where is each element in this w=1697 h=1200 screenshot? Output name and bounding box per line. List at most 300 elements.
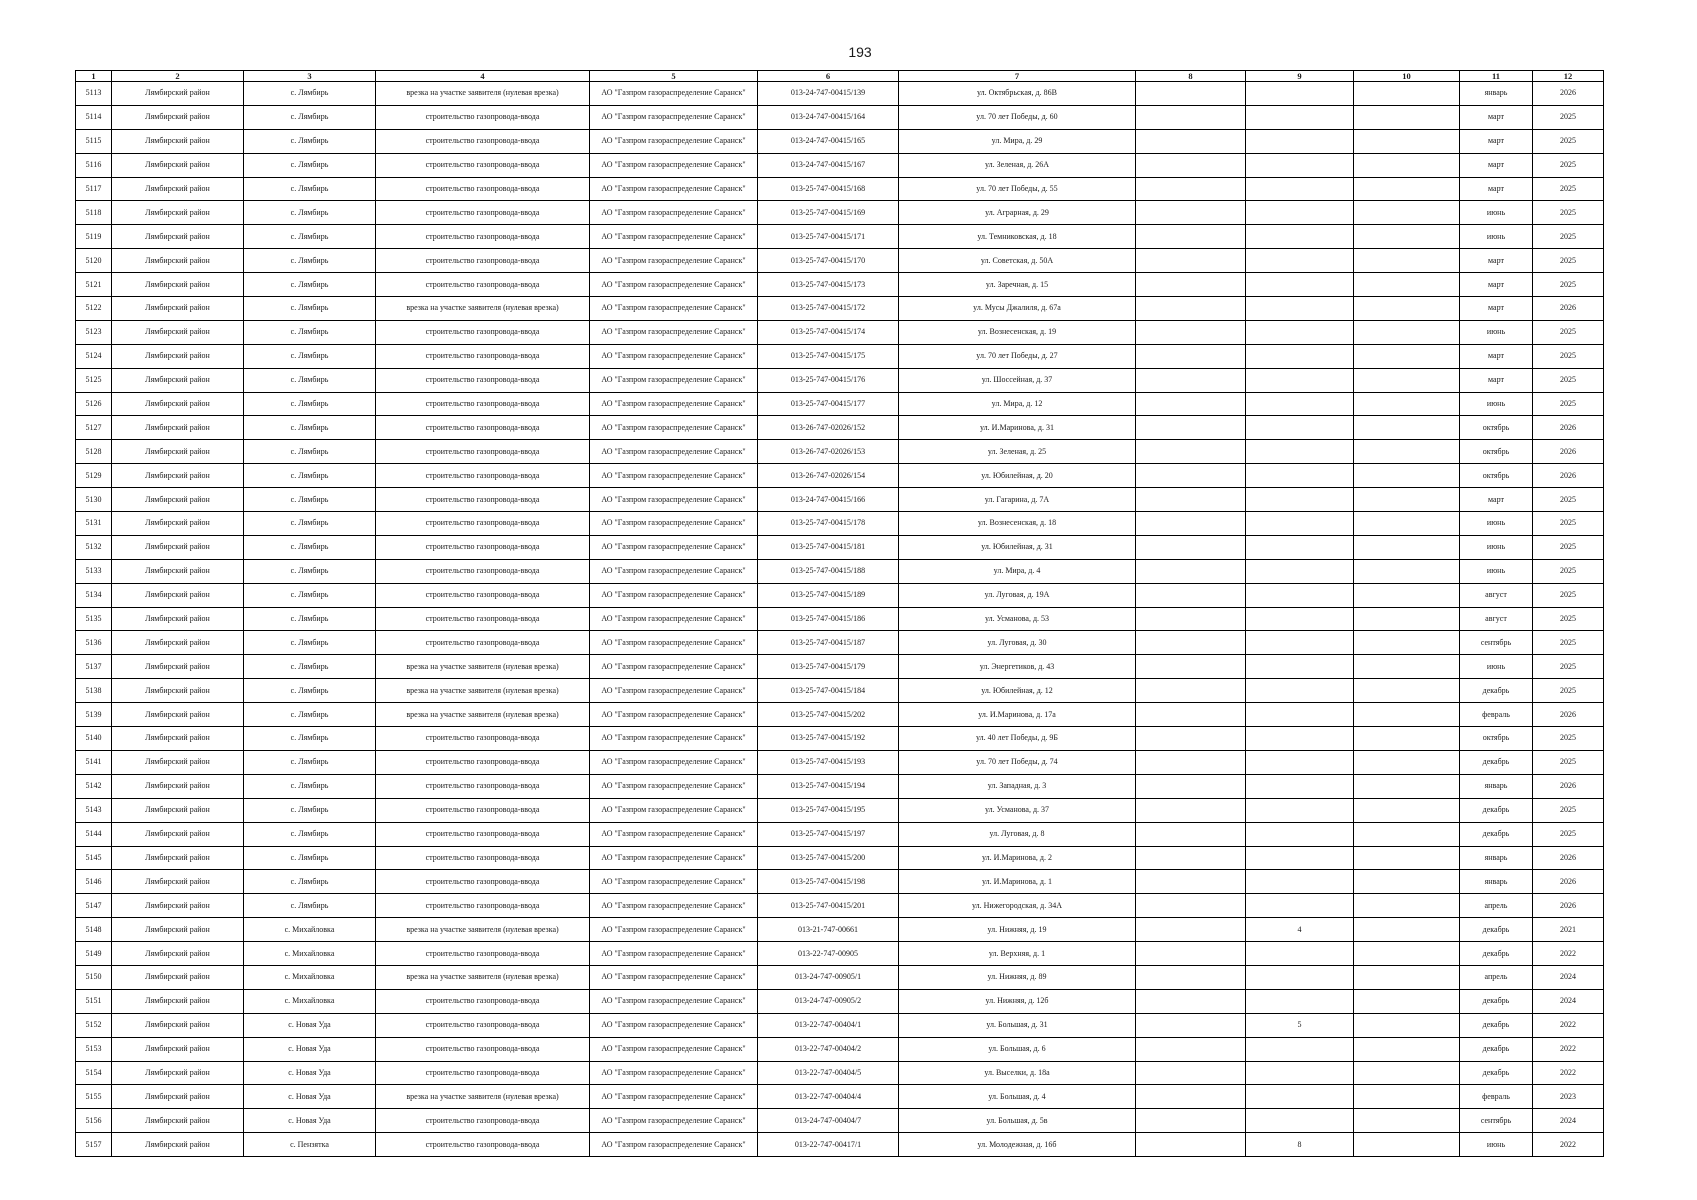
table-cell: Лямбирский район xyxy=(112,822,244,846)
column-header: 7 xyxy=(899,71,1136,82)
table-cell xyxy=(1246,320,1354,344)
table-cell: строительство газопровода-ввода xyxy=(376,750,590,774)
table-cell: июнь xyxy=(1460,655,1533,679)
table-cell: ул. Темниковская, д. 18 xyxy=(899,225,1136,249)
table-cell: АО "Газпром газораспределение Саранск" xyxy=(590,129,758,153)
table-cell xyxy=(1354,249,1460,273)
table-cell: март xyxy=(1460,273,1533,297)
table-cell xyxy=(1246,82,1354,106)
table-cell xyxy=(1354,989,1460,1013)
table-cell: АО "Газпром газораспределение Саранск" xyxy=(590,488,758,512)
table-cell: ул. Большая, д. 5в xyxy=(899,1109,1136,1133)
table-cell xyxy=(1136,201,1246,225)
table-cell: АО "Газпром газораспределение Саранск" xyxy=(590,82,758,106)
table-cell: Лямбирский район xyxy=(112,249,244,273)
table-cell xyxy=(1246,727,1354,751)
table-cell: Лямбирский район xyxy=(112,583,244,607)
table-row xyxy=(76,583,1604,607)
table-cell: 2026 xyxy=(1533,846,1604,870)
table-cell: март xyxy=(1460,249,1533,273)
table-cell: 5118 xyxy=(76,201,112,225)
table-cell: Лямбирский район xyxy=(112,488,244,512)
table-cell xyxy=(1136,727,1246,751)
table-row xyxy=(76,440,1604,464)
table-cell xyxy=(1246,416,1354,440)
table-cell: АО "Газпром газораспределение Саранск" xyxy=(590,273,758,297)
table-row xyxy=(76,894,1604,918)
table-cell: ул. Вознесенская, д. 19 xyxy=(899,320,1136,344)
table-cell: октябрь xyxy=(1460,464,1533,488)
table-cell: врезка на участке заявителя (нулевая врезка) xyxy=(376,1085,590,1109)
table-cell: июнь xyxy=(1460,225,1533,249)
table-cell xyxy=(1246,894,1354,918)
table-cell: 013-25-747-00415/197 xyxy=(758,822,899,846)
table-cell: АО "Газпром газораспределение Саранск" xyxy=(590,1085,758,1109)
table-row xyxy=(76,631,1604,655)
table-row xyxy=(76,249,1604,273)
table-cell xyxy=(1246,368,1354,392)
table-cell: ул. Заречная, д. 15 xyxy=(899,273,1136,297)
table-cell: сентябрь xyxy=(1460,631,1533,655)
table-cell: строительство газопровода-ввода xyxy=(376,535,590,559)
table-cell: март xyxy=(1460,297,1533,321)
table-cell: ул. Большая, д. 6 xyxy=(899,1037,1136,1061)
table-cell xyxy=(1246,488,1354,512)
table-row xyxy=(76,153,1604,177)
table-cell: декабрь xyxy=(1460,750,1533,774)
table-cell xyxy=(1136,225,1246,249)
table-cell: 2025 xyxy=(1533,344,1604,368)
table-cell: строительство газопровода-ввода xyxy=(376,392,590,416)
table-cell xyxy=(1246,822,1354,846)
table-cell xyxy=(1246,392,1354,416)
table-row xyxy=(76,512,1604,536)
table-cell xyxy=(1246,679,1354,703)
table-cell xyxy=(1354,153,1460,177)
table-cell: ул. И.Маринова, д. 1 xyxy=(899,870,1136,894)
table-cell: 013-24-747-00415/166 xyxy=(758,488,899,512)
table-cell: декабрь xyxy=(1460,679,1533,703)
table-cell: 013-25-747-00415/198 xyxy=(758,870,899,894)
table-cell xyxy=(1136,1037,1246,1061)
table-cell: 2024 xyxy=(1533,989,1604,1013)
table-cell xyxy=(1354,631,1460,655)
table-cell: с. Новая Уда xyxy=(244,1013,376,1037)
table-cell: 5157 xyxy=(76,1133,112,1157)
table-cell: Лямбирский район xyxy=(112,297,244,321)
table-cell xyxy=(1246,201,1354,225)
table-cell: с. Лямбирь xyxy=(244,249,376,273)
table-cell: 5115 xyxy=(76,129,112,153)
table-cell: 2025 xyxy=(1533,177,1604,201)
table-cell xyxy=(1354,297,1460,321)
table-cell xyxy=(1136,679,1246,703)
table-cell xyxy=(1246,297,1354,321)
table-cell: АО "Газпром газораспределение Саранск" xyxy=(590,535,758,559)
table-row xyxy=(76,416,1604,440)
table-cell xyxy=(1136,297,1246,321)
table-cell: с. Лямбирь xyxy=(244,368,376,392)
table-cell: 5125 xyxy=(76,368,112,392)
table-cell: с. Лямбирь xyxy=(244,727,376,751)
table-cell: 013-25-747-00415/192 xyxy=(758,727,899,751)
column-header: 3 xyxy=(244,71,376,82)
table-cell: с. Лямбирь xyxy=(244,535,376,559)
table-cell: с. Лямбирь xyxy=(244,703,376,727)
table-cell: с. Лямбирь xyxy=(244,846,376,870)
table-cell: АО "Газпром газораспределение Саранск" xyxy=(590,392,758,416)
table-cell xyxy=(1246,440,1354,464)
table-cell: 5151 xyxy=(76,989,112,1013)
table-cell: АО "Газпром газораспределение Саранск" xyxy=(590,201,758,225)
table-row xyxy=(76,177,1604,201)
table-cell xyxy=(1246,1037,1354,1061)
table-cell: с. Лямбирь xyxy=(244,679,376,703)
table-cell: 2025 xyxy=(1533,225,1604,249)
table-cell xyxy=(1136,82,1246,106)
table-cell: врезка на участке заявителя (нулевая врезка) xyxy=(376,918,590,942)
table-cell xyxy=(1354,344,1460,368)
table-cell: Лямбирский район xyxy=(112,535,244,559)
table-cell: 5128 xyxy=(76,440,112,464)
table-cell: АО "Газпром газораспределение Саранск" xyxy=(590,177,758,201)
header-row xyxy=(76,71,1604,82)
table-cell xyxy=(1246,703,1354,727)
table-cell: строительство газопровода-ввода xyxy=(376,488,590,512)
table-cell: АО "Газпром газораспределение Саранск" xyxy=(590,1109,758,1133)
table-cell: 2025 xyxy=(1533,679,1604,703)
table-cell: АО "Газпром газораспределение Саранск" xyxy=(590,344,758,368)
table-cell: Лямбирский район xyxy=(112,846,244,870)
table-cell: октябрь xyxy=(1460,727,1533,751)
table-cell: 5152 xyxy=(76,1013,112,1037)
table-cell xyxy=(1354,727,1460,751)
table-cell xyxy=(1354,105,1460,129)
table-cell: 013-25-747-00415/184 xyxy=(758,679,899,703)
column-header: 4 xyxy=(376,71,590,82)
table-cell: 5150 xyxy=(76,965,112,989)
table-cell: АО "Газпром газораспределение Саранск" xyxy=(590,607,758,631)
table-cell: строительство газопровода-ввода xyxy=(376,129,590,153)
table-cell: август xyxy=(1460,583,1533,607)
table-cell: 2026 xyxy=(1533,774,1604,798)
table-cell: 013-24-747-00415/165 xyxy=(758,129,899,153)
table-cell: 013-25-747-00415/188 xyxy=(758,559,899,583)
table-cell xyxy=(1136,846,1246,870)
table-cell: АО "Газпром газораспределение Саранск" xyxy=(590,225,758,249)
table-cell: июнь xyxy=(1460,1133,1533,1157)
table-row xyxy=(76,822,1604,846)
table-cell: ул. Нижняя, д. 12б xyxy=(899,989,1136,1013)
table-row xyxy=(76,1133,1604,1157)
table-cell: с. Лямбирь xyxy=(244,416,376,440)
table-cell: ул. Мира, д. 4 xyxy=(899,559,1136,583)
table-cell: 5133 xyxy=(76,559,112,583)
table-cell: Лямбирский район xyxy=(112,153,244,177)
table-cell: 013-25-747-00415/187 xyxy=(758,631,899,655)
table-cell xyxy=(1246,153,1354,177)
table-cell: строительство газопровода-ввода xyxy=(376,846,590,870)
table-cell: АО "Газпром газораспределение Саранск" xyxy=(590,655,758,679)
table-cell: 2025 xyxy=(1533,153,1604,177)
table-row xyxy=(76,105,1604,129)
table-row xyxy=(76,918,1604,942)
table-cell: с. Лямбирь xyxy=(244,201,376,225)
table-cell: с. Лямбирь xyxy=(244,894,376,918)
table-cell xyxy=(1136,129,1246,153)
table-cell: сентябрь xyxy=(1460,1109,1533,1133)
table-row xyxy=(76,535,1604,559)
table-cell: Лямбирский район xyxy=(112,416,244,440)
table-cell: АО "Газпром газораспределение Саранск" xyxy=(590,416,758,440)
table-cell xyxy=(1136,655,1246,679)
table-cell: с. Новая Уда xyxy=(244,1085,376,1109)
table-cell: строительство газопровода-ввода xyxy=(376,440,590,464)
table-cell: строительство газопровода-ввода xyxy=(376,583,590,607)
table-cell: 013-25-747-00415/175 xyxy=(758,344,899,368)
table-cell: февраль xyxy=(1460,703,1533,727)
table-cell: 5 xyxy=(1246,1013,1354,1037)
table-cell: АО "Газпром газораспределение Саранск" xyxy=(590,774,758,798)
table-cell xyxy=(1354,679,1460,703)
table-cell xyxy=(1246,464,1354,488)
table-cell: 013-22-747-00417/1 xyxy=(758,1133,899,1157)
table-row xyxy=(76,392,1604,416)
table-cell: 5139 xyxy=(76,703,112,727)
table-cell: 013-21-747-00661 xyxy=(758,918,899,942)
table-cell xyxy=(1246,249,1354,273)
table-cell: Лямбирский район xyxy=(112,631,244,655)
table-cell: строительство газопровода-ввода xyxy=(376,1013,590,1037)
table-cell xyxy=(1354,535,1460,559)
table-cell xyxy=(1354,846,1460,870)
table-cell: ул. Луговая, д. 8 xyxy=(899,822,1136,846)
column-header: 2 xyxy=(112,71,244,82)
table-cell: март xyxy=(1460,105,1533,129)
table-cell: 013-25-747-00415/178 xyxy=(758,512,899,536)
table-cell: ул. Зеленая, д. 25 xyxy=(899,440,1136,464)
table-cell xyxy=(1354,1037,1460,1061)
table-cell: 5146 xyxy=(76,870,112,894)
table-cell: Лямбирский район xyxy=(112,368,244,392)
table-cell: 013-25-747-00415/186 xyxy=(758,607,899,631)
table-cell: строительство газопровода-ввода xyxy=(376,1109,590,1133)
table-cell xyxy=(1354,750,1460,774)
table-cell xyxy=(1246,273,1354,297)
column-header: 6 xyxy=(758,71,899,82)
table-cell: Лямбирский район xyxy=(112,727,244,751)
table-cell xyxy=(1136,798,1246,822)
table-cell: 2025 xyxy=(1533,822,1604,846)
table-cell: АО "Газпром газораспределение Саранск" xyxy=(590,1061,758,1085)
table-cell xyxy=(1354,1013,1460,1037)
table-cell: врезка на участке заявителя (нулевая врезка) xyxy=(376,703,590,727)
registry-body xyxy=(76,82,1604,1157)
table-cell: ул. Молодежная, д. 16б xyxy=(899,1133,1136,1157)
table-cell: ул. Советская, д. 50А xyxy=(899,249,1136,273)
table-cell: ул. Гагарина, д. 7А xyxy=(899,488,1136,512)
table-cell: АО "Газпром газораспределение Саранск" xyxy=(590,870,758,894)
table-cell: АО "Газпром газораспределение Саранск" xyxy=(590,679,758,703)
table-cell xyxy=(1354,559,1460,583)
table-row xyxy=(76,201,1604,225)
table-row xyxy=(76,129,1604,153)
table-cell: с. Лямбирь xyxy=(244,583,376,607)
table-cell: Лямбирский район xyxy=(112,870,244,894)
table-cell: 5127 xyxy=(76,416,112,440)
table-cell: март xyxy=(1460,153,1533,177)
table-cell: 2025 xyxy=(1533,750,1604,774)
table-cell: с. Лямбирь xyxy=(244,297,376,321)
table-cell: 2025 xyxy=(1533,631,1604,655)
table-cell xyxy=(1136,750,1246,774)
table-cell xyxy=(1136,703,1246,727)
table-cell xyxy=(1246,965,1354,989)
table-cell: 2025 xyxy=(1533,655,1604,679)
table-cell: строительство газопровода-ввода xyxy=(376,416,590,440)
table-cell: строительство газопровода-ввода xyxy=(376,1133,590,1157)
table-cell: Лямбирский район xyxy=(112,512,244,536)
table-row xyxy=(76,225,1604,249)
table-cell: Лямбирский район xyxy=(112,201,244,225)
table-cell xyxy=(1246,750,1354,774)
table-cell: декабрь xyxy=(1460,989,1533,1013)
table-cell xyxy=(1136,392,1246,416)
table-row xyxy=(76,464,1604,488)
table-cell: 2025 xyxy=(1533,320,1604,344)
table-cell: Лямбирский район xyxy=(112,655,244,679)
table-cell: 2025 xyxy=(1533,512,1604,536)
table-cell: 5121 xyxy=(76,273,112,297)
table-cell: Лямбирский район xyxy=(112,105,244,129)
table-cell: 5124 xyxy=(76,344,112,368)
table-cell xyxy=(1354,1109,1460,1133)
table-cell: ул. Мира, д. 29 xyxy=(899,129,1136,153)
table-cell: Лямбирский район xyxy=(112,273,244,297)
table-cell: Лямбирский район xyxy=(112,894,244,918)
table-cell: Лямбирский район xyxy=(112,679,244,703)
table-cell xyxy=(1136,1013,1246,1037)
table-cell: Лямбирский район xyxy=(112,392,244,416)
table-row xyxy=(76,679,1604,703)
table-cell xyxy=(1136,822,1246,846)
table-cell xyxy=(1136,583,1246,607)
table-cell: ул. Луговая, д. 19А xyxy=(899,583,1136,607)
table-cell: Лямбирский район xyxy=(112,774,244,798)
table-cell: АО "Газпром газораспределение Саранск" xyxy=(590,942,758,966)
table-cell: 5122 xyxy=(76,297,112,321)
table-cell xyxy=(1136,1133,1246,1157)
table-cell xyxy=(1354,201,1460,225)
table-cell: строительство газопровода-ввода xyxy=(376,822,590,846)
table-cell: декабрь xyxy=(1460,1037,1533,1061)
table-cell: 5141 xyxy=(76,750,112,774)
table-row xyxy=(76,1085,1604,1109)
table-cell: с. Лямбирь xyxy=(244,559,376,583)
table-cell: 5136 xyxy=(76,631,112,655)
table-cell xyxy=(1246,1109,1354,1133)
table-row xyxy=(76,82,1604,106)
table-cell: врезка на участке заявителя (нулевая врезка) xyxy=(376,297,590,321)
table-cell: строительство газопровода-ввода xyxy=(376,894,590,918)
table-cell: 5149 xyxy=(76,942,112,966)
table-cell xyxy=(1354,129,1460,153)
table-cell: с. Лямбирь xyxy=(244,631,376,655)
table-cell: 013-22-747-00404/2 xyxy=(758,1037,899,1061)
table-cell: врезка на участке заявителя (нулевая врезка) xyxy=(376,655,590,679)
table-cell: март xyxy=(1460,488,1533,512)
table-cell: ул. Мира, д. 12 xyxy=(899,392,1136,416)
table-cell: с. Новая Уда xyxy=(244,1109,376,1133)
table-cell: 2026 xyxy=(1533,297,1604,321)
table-cell: строительство газопровода-ввода xyxy=(376,870,590,894)
table-cell: строительство газопровода-ввода xyxy=(376,153,590,177)
table-cell: 013-25-747-00415/171 xyxy=(758,225,899,249)
table-cell: Лямбирский район xyxy=(112,798,244,822)
table-cell: с. Лямбирь xyxy=(244,392,376,416)
table-cell: 013-25-747-00415/177 xyxy=(758,392,899,416)
table-cell xyxy=(1354,965,1460,989)
table-cell: АО "Газпром газораспределение Саранск" xyxy=(590,846,758,870)
table-cell: строительство газопровода-ввода xyxy=(376,727,590,751)
table-cell xyxy=(1246,846,1354,870)
table-cell: 5119 xyxy=(76,225,112,249)
table-cell xyxy=(1136,416,1246,440)
table-cell: с. Лямбирь xyxy=(244,105,376,129)
table-cell xyxy=(1246,774,1354,798)
table-cell: 5148 xyxy=(76,918,112,942)
table-cell xyxy=(1354,822,1460,846)
table-cell: Лямбирский район xyxy=(112,344,244,368)
table-cell: Лямбирский район xyxy=(112,1109,244,1133)
table-cell: 2025 xyxy=(1533,368,1604,392)
table-cell: 4 xyxy=(1246,918,1354,942)
table-row xyxy=(76,607,1604,631)
table-cell: 2026 xyxy=(1533,440,1604,464)
table-row xyxy=(76,488,1604,512)
table-cell: август xyxy=(1460,607,1533,631)
table-cell xyxy=(1136,535,1246,559)
table-cell xyxy=(1136,607,1246,631)
table-row xyxy=(76,846,1604,870)
table-cell: 013-25-747-00415/179 xyxy=(758,655,899,679)
table-cell: июнь xyxy=(1460,559,1533,583)
table-cell xyxy=(1246,655,1354,679)
table-cell xyxy=(1246,177,1354,201)
table-cell: 2025 xyxy=(1533,488,1604,512)
table-cell xyxy=(1354,512,1460,536)
table-cell: 2022 xyxy=(1533,1061,1604,1085)
table-cell: ул. Нижняя, д. 19 xyxy=(899,918,1136,942)
table-cell: 5144 xyxy=(76,822,112,846)
table-cell: 5120 xyxy=(76,249,112,273)
table-cell: 2025 xyxy=(1533,798,1604,822)
table-cell: АО "Газпром газораспределение Саранск" xyxy=(590,583,758,607)
table-cell xyxy=(1246,1085,1354,1109)
table-cell: строительство газопровода-ввода xyxy=(376,320,590,344)
table-cell: строительство газопровода-ввода xyxy=(376,942,590,966)
table-cell: 2025 xyxy=(1533,392,1604,416)
table-cell: ул. Мусы Джалиля, д. 67а xyxy=(899,297,1136,321)
table-cell: с. Михайловка xyxy=(244,918,376,942)
table-cell: 5114 xyxy=(76,105,112,129)
table-cell: 013-24-747-00415/164 xyxy=(758,105,899,129)
table-cell: Лямбирский район xyxy=(112,440,244,464)
table-cell xyxy=(1136,105,1246,129)
table-cell xyxy=(1354,320,1460,344)
table-cell xyxy=(1246,1061,1354,1085)
table-cell: март xyxy=(1460,344,1533,368)
